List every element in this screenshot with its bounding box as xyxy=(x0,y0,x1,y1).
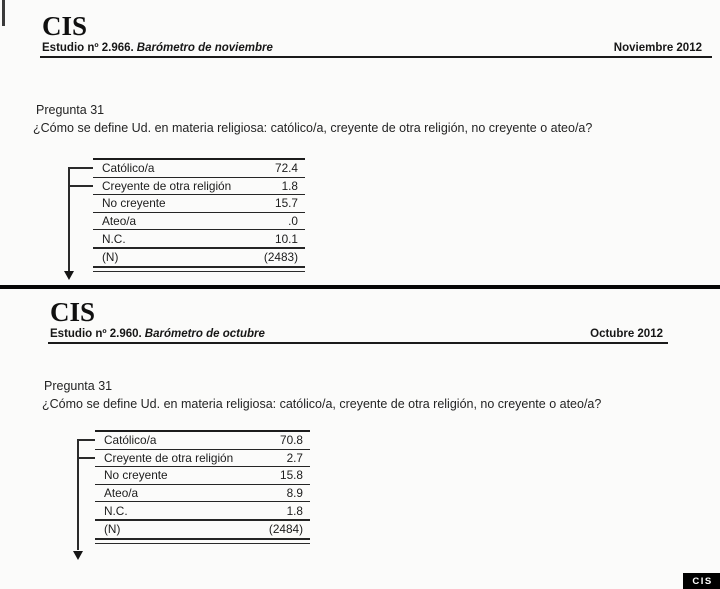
row-label: N.C. xyxy=(102,231,126,246)
question-text: ¿Cómo se define Ud. en materia religiosa: católico/a, creyente de otra religión, no creyente o ateo/a? xyxy=(42,397,602,411)
table-row xyxy=(95,485,310,503)
skip-bracket-tick xyxy=(68,167,93,169)
row-label: N.C. xyxy=(104,503,128,518)
row-label: Ateo/a xyxy=(102,214,137,229)
down-arrow-icon xyxy=(64,271,74,280)
study-title: Barómetro de noviembre xyxy=(136,42,273,54)
skip-bracket-line xyxy=(68,167,70,272)
study-number: Estudio nº 2.960. xyxy=(50,328,142,340)
cis-footer-badge: CIS xyxy=(683,573,720,589)
row-value: (2484) xyxy=(268,522,303,537)
table-row xyxy=(93,249,305,268)
row-value: 15.8 xyxy=(280,468,303,483)
skip-bracket-tick xyxy=(77,439,95,441)
header-rule xyxy=(48,342,668,344)
question-number: Pregunta 31 xyxy=(44,379,113,393)
row-value: 1.8 xyxy=(281,178,298,193)
row-label: Católico/a xyxy=(104,433,157,448)
table-row xyxy=(93,195,305,213)
table-row xyxy=(95,502,310,521)
header-rule xyxy=(40,56,712,58)
row-value: 1.8 xyxy=(286,503,303,518)
table-row xyxy=(95,521,310,540)
study-date: Octubre 2012 xyxy=(590,328,663,340)
table-row xyxy=(93,178,305,196)
row-label: No creyente xyxy=(102,196,166,211)
row-label: Católico/a xyxy=(102,161,155,176)
row-label: No creyente xyxy=(104,468,168,483)
row-value: 15.7 xyxy=(275,196,298,211)
results-table xyxy=(95,430,310,540)
row-value: 8.9 xyxy=(286,486,303,501)
table-row xyxy=(93,213,305,231)
row-value: 72.4 xyxy=(275,161,298,176)
cis-logo: CIS xyxy=(42,11,88,41)
results-table xyxy=(93,158,305,268)
table-row xyxy=(93,160,305,178)
cis-logo: CIS xyxy=(50,297,96,327)
study-number: Estudio nº 2.966. xyxy=(42,42,134,54)
question-text: ¿Cómo se define Ud. en materia religiosa: católico/a, creyente de otra religión, no creyente o ateo/a? xyxy=(33,121,593,135)
study-line xyxy=(42,42,273,54)
row-label: Creyente de otra religión xyxy=(104,450,234,465)
down-arrow-icon xyxy=(73,551,83,560)
section-divider xyxy=(0,285,720,289)
row-label: (N) xyxy=(102,250,119,265)
skip-bracket-line xyxy=(77,439,79,550)
table-row xyxy=(95,467,310,485)
study-date: Noviembre 2012 xyxy=(613,42,702,54)
row-value: .0 xyxy=(288,214,298,229)
table-row xyxy=(95,450,310,468)
row-label: Ateo/a xyxy=(104,486,139,501)
study-line xyxy=(50,328,265,340)
row-value: 2.7 xyxy=(286,450,303,465)
row-value: 70.8 xyxy=(280,433,303,448)
study-title: Barómetro de octubre xyxy=(144,328,265,340)
table-row xyxy=(95,432,310,450)
skip-bracket-tick xyxy=(68,185,93,187)
row-value: 10.1 xyxy=(275,231,298,246)
question-number: Pregunta 31 xyxy=(36,103,105,117)
scan-artifact-line xyxy=(2,0,5,26)
row-label: Creyente de otra religión xyxy=(102,178,232,193)
table-row xyxy=(93,230,305,249)
skip-bracket-tick xyxy=(77,457,95,459)
row-label: (N) xyxy=(104,522,121,537)
row-value: (2483) xyxy=(263,250,298,265)
